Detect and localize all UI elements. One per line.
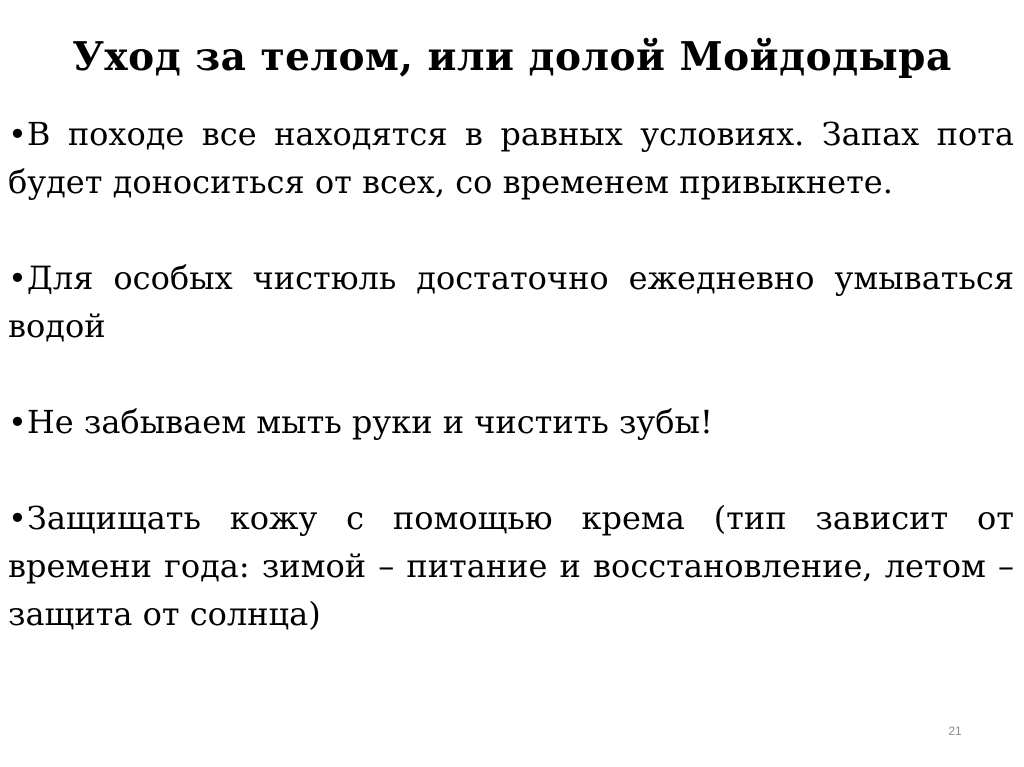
slide-title: Уход за телом, или долой Мойдодыра [72,34,952,80]
slide-body [8,110,1014,638]
bullet-item: •Не забываем мыть руки и чистить зубы! [8,403,713,441]
bullet-item: •В походе все находятся в равных условиях. Запах пота будет доноситься от всех, со временем привыкнете. [8,115,1014,201]
page-number: 21 [948,724,962,738]
bullet-item: •Защищать кожу с помощью крема (тип зависит от времени года: зимой – питание и восстановление, летом – защита от солнца) [8,499,1014,633]
bullet-item: •Для особых чистюль достаточно ежедневно умываться водой [8,259,1014,345]
